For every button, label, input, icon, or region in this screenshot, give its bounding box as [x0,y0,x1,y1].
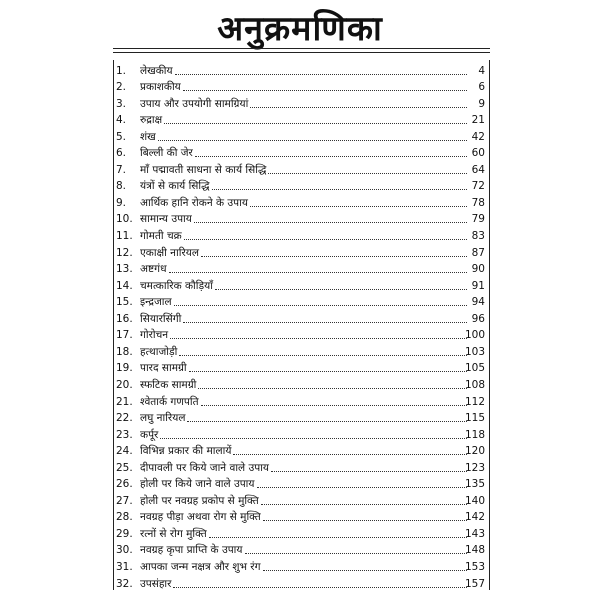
entry-number: 15. [116,296,133,309]
entry-page-number: 105 [464,362,485,375]
leader-dots [257,487,468,488]
page-title: अनुक्रमणिका [217,9,383,49]
entry-number: 31. [116,561,133,573]
toc-row [114,341,489,358]
leader-dots [187,421,467,422]
leader-dots [268,173,467,174]
toc-row [114,573,489,590]
entry-title: गोमती चक्र [140,230,182,242]
toc-row [114,540,489,557]
entry-number: 8. [116,180,127,193]
entry-title: माँ पद्मावती साधना से कार्य सिद्धि [140,163,267,176]
entry-page-number: 148 [464,544,485,557]
toc-row [114,192,489,209]
toc-row [114,374,489,391]
entry-page-number: 87 [471,246,485,259]
entry-title: लघु नारियल [140,412,186,425]
entry-number: 28. [116,511,133,524]
entry-title: अष्टगंध [140,263,167,276]
entry-number: 13. [116,263,133,276]
entry-title: उपसंहार [140,577,172,590]
entry-page-number: 64 [471,163,485,176]
entry-number: 25. [116,461,133,474]
entry-number: 30. [116,544,133,557]
toc-row [114,308,489,325]
toc-row [114,209,489,226]
entry-number: 19. [116,362,133,375]
entry-title: एकाक्षी नारियल [140,246,199,259]
toc-row [114,292,489,309]
entry-number: 7. [116,163,127,176]
entry-number: 6. [116,147,127,160]
entry-page-number: 78 [471,196,485,209]
toc-row [114,441,489,458]
entry-page-number: 108 [464,378,485,391]
leader-dots [158,140,467,141]
entry-title: रत्नों से रोग मुक्ति [140,527,207,540]
table-of-contents [113,60,490,590]
leader-dots [201,256,467,257]
entry-title: कर्पूर [140,428,159,441]
entry-page-number: 21 [471,114,485,127]
leader-dots [170,338,467,339]
leader-dots [250,107,467,108]
entry-title: दीपावली पर किये जाने वाले उपाय [140,461,270,474]
entry-page-number: 90 [471,263,485,276]
entry-page-number: 157 [464,577,485,590]
entry-number: 10. [116,213,133,226]
toc-row [114,523,489,540]
entry-page-number: 153 [464,561,485,573]
leader-dots [263,520,467,521]
entry-title: सियारसिंगी [140,312,182,325]
entry-page-number: 143 [464,527,485,540]
entry-number: 21. [116,395,133,408]
toc-row [114,176,489,193]
entry-page-number: 115 [464,412,485,425]
entry-title: शंख [140,130,156,143]
entry-number: 4. [116,114,127,127]
entry-page-number: 112 [464,395,485,408]
entry-page-number: 123 [464,461,485,474]
entry-page-number: 83 [471,230,485,242]
entry-title: गोरोचन [140,329,169,342]
leader-dots [179,355,467,356]
toc-row [114,408,489,425]
entry-page-number: 100 [464,329,485,342]
entry-title: आर्थिक हानि रोकने के उपाय [140,196,248,209]
entry-number: 14. [116,279,133,292]
entry-page-number: 42 [471,130,485,143]
toc-row [114,77,489,94]
leader-dots [183,90,467,91]
entry-title: बिल्ली की जेर [140,147,193,160]
entry-title: होली पर किये जाने वाले उपाय [140,478,255,491]
entry-page-number: 118 [464,428,485,441]
entry-number: 16. [116,312,133,325]
toc-row [114,275,489,292]
leader-dots [250,206,467,207]
leader-dots [160,438,467,439]
leader-dots [201,405,467,406]
entry-title: आपका जन्म नक्षत्र और शुभ रंग [140,561,261,573]
toc-row [114,60,489,77]
toc-row [114,242,489,259]
toc-row [114,110,489,127]
entry-page-number: 142 [464,511,485,524]
leader-dots [184,239,467,240]
toc-row [114,490,489,507]
toc-row [114,226,489,243]
entry-title: रुद्राक्ष [140,114,163,127]
entry-number: 5. [116,130,127,143]
title-divider-top [113,48,490,49]
toc-row [114,259,489,276]
entry-number: 29. [116,527,133,540]
entry-title: यंत्रों से कार्य सिद्धि [140,180,210,193]
entry-page-number: 79 [471,213,485,226]
toc-row [114,474,489,491]
leader-dots [183,322,467,323]
leader-dots [215,289,467,290]
entry-number: 32. [116,577,133,590]
entry-title: लेखकीय [140,64,173,77]
leader-dots [263,570,468,571]
entry-title: नवग्रह कृपा प्राप्ति के उपाय [140,544,243,557]
entry-page-number: 94 [471,296,485,309]
toc-row [114,358,489,375]
leader-dots [233,454,467,455]
entry-number: 11. [116,230,133,242]
entry-title: सामान्य उपाय [140,213,192,226]
entry-page-number: 60 [471,147,485,160]
entry-title: चमत्कारिक कौड़ियाँ [140,279,213,292]
leader-dots [189,371,467,372]
entry-number: 23. [116,428,133,441]
entry-number: 1. [116,64,127,77]
entry-number: 22. [116,412,133,425]
entry-title: इन्द्रजाल [140,296,172,309]
entry-page-number: 135 [464,478,485,491]
title-divider-bottom [113,52,490,53]
leader-dots [195,156,467,157]
entry-title: पारद सामग्री [140,362,187,375]
entry-number: 20. [116,378,133,391]
entry-number: 2. [116,81,127,94]
entry-title: नवग्रह पीड़ा अथवा रोग से मुक्ति [140,511,261,524]
entry-number: 3. [116,97,127,110]
entry-title: स्फटिक सामग्री [140,378,197,391]
entry-number: 18. [116,345,133,358]
toc-row [114,457,489,474]
leader-dots [173,587,467,588]
entry-title: उपाय और उपयोगी सामग्रियां [140,97,249,110]
entry-title: हत्थाजोड़ी [140,345,178,358]
entry-title: प्रकाशकीय [140,81,181,94]
entry-page-number: 91 [471,279,485,292]
entry-number: 27. [116,494,133,507]
entry-page-number: 6 [478,81,485,94]
toc-row [114,391,489,408]
entry-number: 26. [116,478,133,491]
leader-dots [194,222,467,223]
entry-title: श्वेतार्क गणपति [140,395,199,408]
toc-row [114,325,489,342]
entry-title: होली पर नवग्रह प्रकोप से मुक्ति [140,494,259,507]
entry-page-number: 72 [471,180,485,193]
entry-page-number: 120 [464,445,485,458]
toc-row [114,93,489,110]
leader-dots [175,74,467,75]
leader-dots [198,388,467,389]
leader-dots [164,123,467,124]
leader-dots [245,553,468,554]
leader-dots [271,471,467,472]
entry-page-number: 9 [478,97,485,110]
entry-title: विभिन्न प्रकार की मालायें [140,445,232,458]
toc-row [114,143,489,160]
leader-dots [261,504,467,505]
entry-page-number: 103 [464,345,485,358]
toc-row [114,424,489,441]
leader-dots [212,189,467,190]
entry-number: 17. [116,329,133,342]
toc-row [114,557,489,574]
leader-dots [209,537,467,538]
toc-row [114,507,489,524]
toc-row [114,126,489,143]
leader-dots [169,272,467,273]
entry-number: 9. [116,196,127,209]
entry-page-number: 96 [471,312,485,325]
entry-page-number: 140 [464,494,485,507]
leader-dots [174,305,467,306]
entry-number: 24. [116,445,133,458]
toc-row [114,159,489,176]
entry-number: 12. [116,246,133,259]
entry-page-number: 4 [478,64,485,77]
